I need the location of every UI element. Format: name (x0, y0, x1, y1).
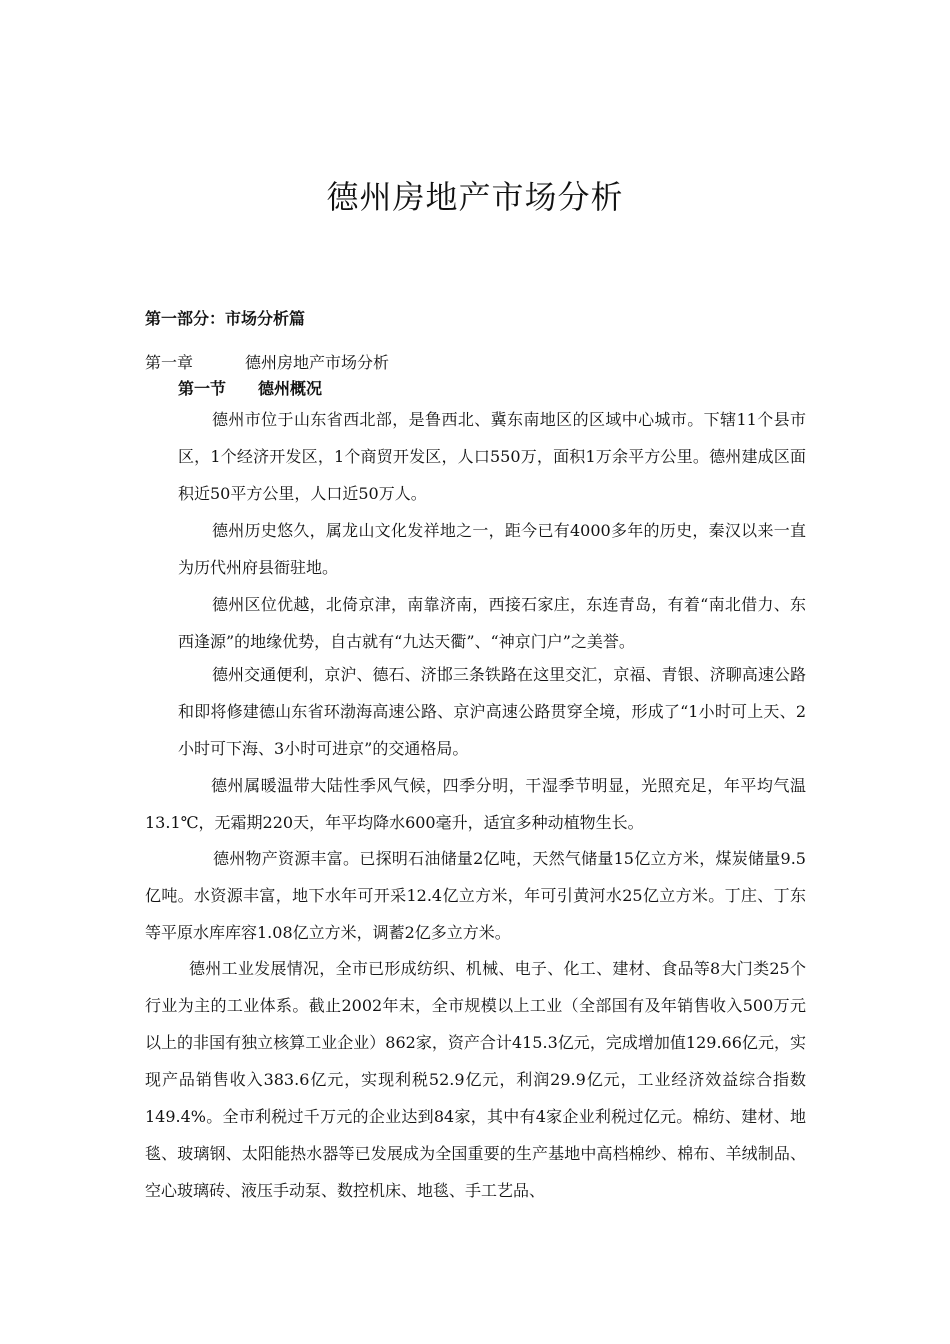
paragraph-location: 德州市位于山东省西北部，是鲁西北、冀东南地区的区域中心城市。下辖11个县市区，1个经济开发区，1个商贸开发区，人口550万，面积1万余平方公里。德州建成区面积近50平方公里，人口近50万人。 (178, 410, 806, 503)
paragraph-geography: 德州区位优越，北倚京津，南靠济南，西接石家庄，东连青岛，有着“南北借力、东西逢源”的地缘优势，自古就有“九达天衢”、“神京门户”之美誉。 (178, 595, 806, 651)
paragraph-transport: 德州交通便利，京沪、德石、济邯三条铁路在这里交汇，京福、青银、济聊高速公路和即将修建德山东省环渤海高速公路、京沪高速公路贯穿全境，形成了“1小时可上天、2小时可下海、3小时可进京”的交通格局。 (178, 665, 806, 758)
paragraph-resources: 德州物产资源丰富。已探明石油储量2亿吨，天然气储量15亿立方米，煤炭储量9.5亿吨。水资源丰富，地下水年可开采12.4亿立方米，年可引黄河水25亿立方米。丁庄、丁东等平原水库库容1.08亿立方米，调蓄2亿多立方米。 (145, 849, 806, 942)
chapter-heading (145, 350, 389, 373)
section-number: 第一节 (178, 379, 227, 398)
part-heading: 第一部分：市场分析篇 (145, 309, 306, 328)
document-title: 德州房地产市场分析 (326, 178, 624, 216)
chapter-title: 德州房地产市场分析 (245, 353, 390, 372)
section-heading (178, 376, 322, 399)
section-title: 德州概况 (258, 379, 323, 398)
chapter-number: 第一章 (145, 353, 194, 372)
paragraph-history: 德州历史悠久，属龙山文化发祥地之一，距今已有4000多年的历史，秦汉以来一直为历代州府县衙驻地。 (178, 521, 806, 577)
paragraph-climate: 德州属暖温带大陆性季风气候，四季分明，干湿季节明显，光照充足，年平均气温13.1℃，无霜期220天，年平均降水600毫升，适宜多种动植物生长。 (145, 776, 806, 832)
paragraph-industry: 德州工业发展情况，全市已形成纺织、机械、电子、化工、建材、食品等8大门类25个行业为主的工业体系。截止2002年末，全市规模以上工业（全部国有及年销售收入500万元以上的非国有独立核算工业企业）862家，资产合计415.3亿元，完成增加值129.66亿元，实现产品销售收入383.6亿元，实现利税52.9亿元，利润29.9亿元，工业经济效益综合指数149.4%。全市利税过千万元的企业达到84家，其中有4家企业利税过亿元。棉纺、建材、地毯、玻璃钢、太阳能热水器等已发展成为全国重要的生产基地中高档棉纱、棉布、羊绒制品、空心玻璃砖、液压手动泵、数控机床、地毯、手工艺品、 (145, 959, 806, 1200)
